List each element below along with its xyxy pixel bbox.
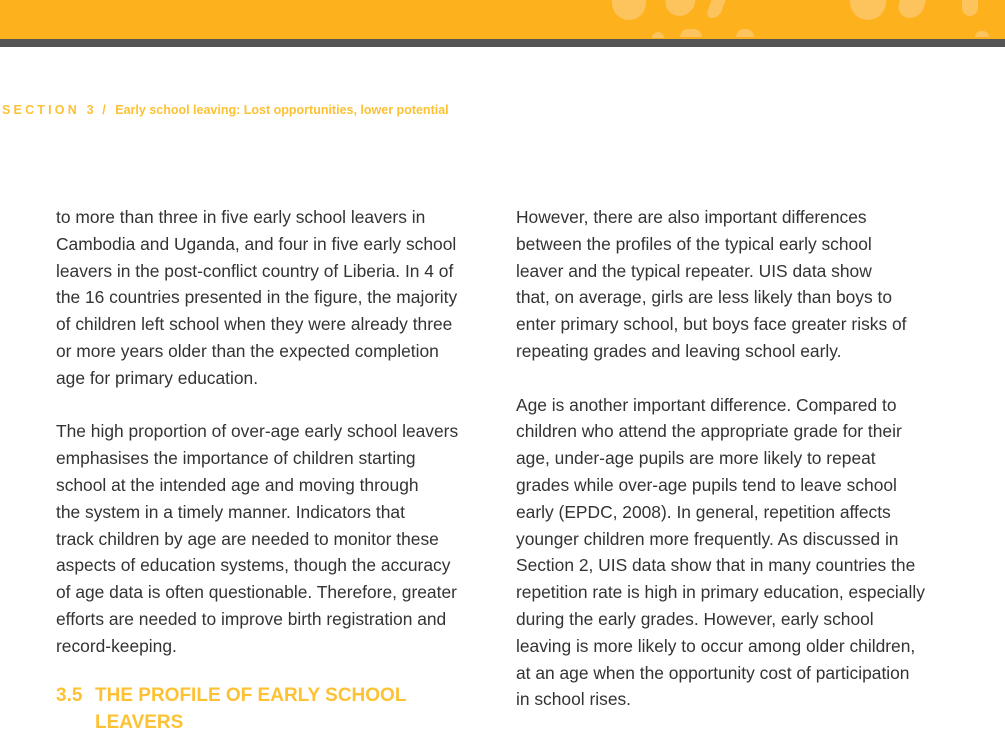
right-column (516, 204, 941, 740)
paragraph (516, 392, 941, 714)
text-line: age, under-age pupils are more likely to repeat (516, 448, 876, 469)
decorative-glyph (680, 29, 702, 37)
text-line: Cambodia and Uganda, and four in five early school (56, 233, 457, 254)
text-line: the 16 countries presented in the figure, the majority (56, 287, 458, 308)
text-line: at an age when the opportunity cost of participation (516, 662, 910, 683)
paragraph (56, 204, 476, 392)
text-line: or more years older than the expected completion (56, 340, 439, 361)
text-line: leaving is more likely to occur among older children, (516, 635, 916, 656)
text-line: of children left school when they were already three (56, 314, 453, 335)
decorative-glyph (652, 32, 664, 38)
header-banner (0, 0, 1005, 39)
text-line: age for primary education. (56, 367, 259, 388)
heading-line: LEAVERS (95, 712, 184, 733)
section-label: SECTION 3 (2, 103, 97, 117)
text-line: emphasises the importance of children starting (56, 448, 416, 469)
text-line: school at the intended age and moving through (56, 474, 419, 495)
text-line: efforts are needed to improve birth registration and (56, 608, 447, 629)
header-strip (0, 39, 1005, 47)
text-line: Age is another important difference. Compared to (516, 394, 897, 415)
text-line: during the early grades. However, early school (516, 608, 874, 629)
separator: / (102, 103, 106, 117)
decorative-glyph (975, 31, 989, 37)
text-line: to more than three in five early school leavers in (56, 207, 426, 227)
section-title: Early school leaving: Lost opportunities, lower potential (115, 103, 449, 117)
decorative-glyph (895, 0, 930, 18)
running-head (2, 103, 449, 117)
text-line: The high proportion of over-age early school leavers (56, 421, 459, 442)
text-line: However, there are also important differences (516, 207, 867, 227)
text-line: younger children more frequently. As discussed in (516, 528, 899, 549)
decorative-glyph (850, 0, 886, 20)
text-line: repetition rate is high in primary education, especially (516, 582, 925, 603)
decorative-glyph (612, 0, 646, 20)
text-line: Section 2, UIS data show that in many countries the (516, 555, 916, 576)
text-line: leaver and the typical repeater. UIS data show (516, 260, 872, 281)
decorative-glyph (705, 0, 733, 18)
heading-number: 3.5 (56, 685, 83, 706)
decorative-glyph (962, 0, 978, 16)
text-line: record-keeping. (56, 635, 177, 656)
text-line: that, on average, girls are less likely than boys to (516, 287, 893, 308)
paragraph (56, 418, 476, 659)
text-line: between the profiles of the typical early school (516, 233, 872, 254)
left-column (56, 204, 476, 686)
heading-text (95, 682, 406, 736)
text-line: early (EPDC, 2008). In general, repetition affects (516, 501, 891, 522)
text-line: in school rises. (516, 689, 632, 710)
text-line: enter primary school, but boys face greater risks of (516, 314, 907, 335)
text-line: grades while over-age pupils tend to leave school (516, 474, 897, 495)
decorative-glyph (736, 29, 754, 37)
text-line: children who attend the appropriate grade for their (516, 421, 902, 442)
text-line: repeating grades and leaving school early. (516, 340, 842, 361)
text-line: track children by age are needed to monitor these (56, 528, 439, 549)
decorative-glyph (662, 0, 700, 16)
text-line: of age data is often questionable. Therefore, greater (56, 582, 457, 603)
text-line: the system in a timely manner. Indicators that (56, 501, 405, 522)
text-line: leavers in the post-conflict country of Liberia. In 4 of (56, 260, 454, 281)
heading-line: THE PROFILE OF EARLY SCHOOL (95, 685, 407, 706)
text-line: aspects of education systems, though the accuracy (56, 555, 451, 576)
paragraph (516, 204, 941, 365)
